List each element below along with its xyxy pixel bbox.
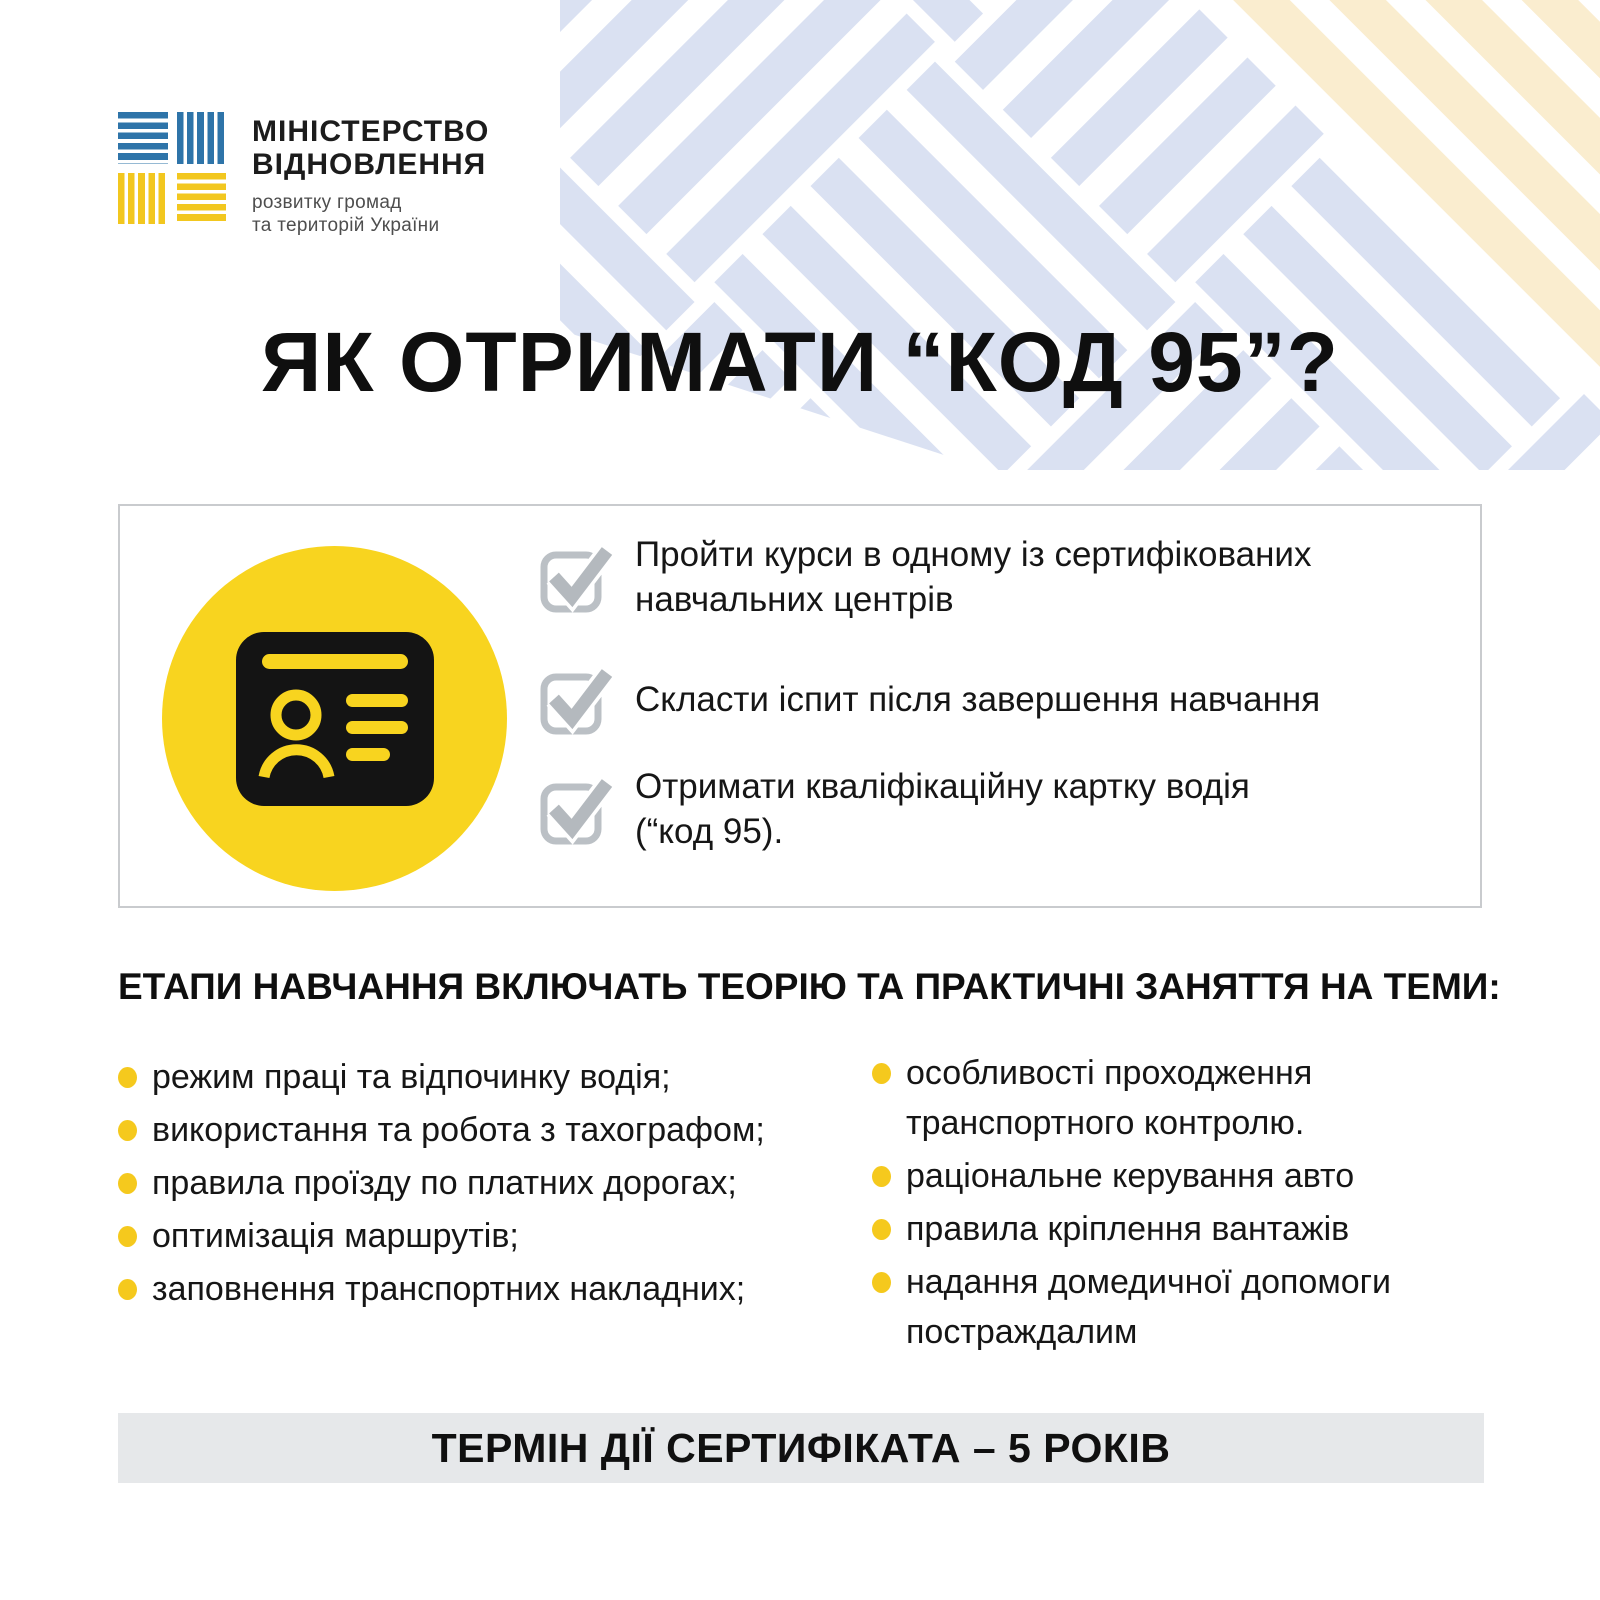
check-item bbox=[539, 532, 1311, 622]
bullet-dot-icon bbox=[118, 1067, 137, 1088]
bullet-dot-icon bbox=[872, 1219, 891, 1240]
topic-item: особливості проходження транспортного контролю. bbox=[868, 1048, 1508, 1148]
topic-item: правила кріплення вантажів bbox=[868, 1204, 1508, 1254]
bullet-dot-icon bbox=[118, 1120, 137, 1141]
stages-heading: ЕТАПИ НАВЧАННЯ ВКЛЮЧАТЬ ТЕОРІЮ ТА ПРАКТИЧНІ ЗАНЯТТЯ НА ТЕМИ: bbox=[118, 966, 1501, 1007]
org-name-line1: МІНІСТЕРСТВО bbox=[252, 115, 490, 148]
footer-bar bbox=[118, 1413, 1484, 1483]
topics-left-list bbox=[114, 1052, 864, 1317]
ministry-logo bbox=[118, 112, 489, 237]
ministry-logo-mark bbox=[118, 112, 226, 224]
logo-quadrant-blue-vertical bbox=[177, 112, 227, 164]
check-item-text: Отримати кваліфікаційну картку водія (“код 95). bbox=[635, 767, 1250, 851]
id-card-icon bbox=[236, 632, 434, 806]
checkbox-check-icon bbox=[539, 540, 613, 614]
topic-item: заповнення транспортних накладних; bbox=[114, 1264, 864, 1314]
bullet-dot-icon bbox=[872, 1272, 891, 1293]
topics-right-list bbox=[868, 1048, 1508, 1360]
bullet-dot-icon bbox=[118, 1173, 137, 1194]
bullet-dot-icon bbox=[872, 1166, 891, 1187]
steps-card bbox=[118, 504, 1482, 908]
check-item-text: Пройти курси в одному із сертифікованих навчальних центрів bbox=[635, 535, 1312, 619]
logo-quadrant-yellow-vertical bbox=[118, 173, 168, 225]
page-title: ЯК ОТРИМАТИ “КОД 95”? bbox=[261, 315, 1339, 409]
topic-item: раціональне керування авто bbox=[868, 1151, 1508, 1201]
org-sub-line1: розвитку громад bbox=[252, 192, 402, 213]
topic-item: оптимізація маршрутів; bbox=[114, 1211, 864, 1261]
bullet-dot-icon bbox=[118, 1279, 137, 1300]
checkbox-check-icon bbox=[539, 662, 613, 736]
bullet-dot-icon bbox=[118, 1226, 137, 1247]
topic-item: надання домедичної допомоги постраждалим bbox=[868, 1257, 1508, 1357]
background-herringbone-pattern bbox=[560, 0, 1600, 530]
check-item-text: Скласти іспит після завершення навчання bbox=[635, 679, 1321, 719]
topic-item: правила проїзду по платних дорогах; bbox=[114, 1158, 864, 1208]
bullet-dot-icon bbox=[872, 1063, 891, 1084]
org-name-line2: ВІДНОВЛЕННЯ bbox=[252, 148, 487, 181]
org-sub-line2: та територій України bbox=[252, 215, 440, 236]
topic-item: режим праці та відпочинку водія; bbox=[114, 1052, 864, 1102]
topic-item: використання та робота з тахографом; bbox=[114, 1105, 864, 1155]
footer-text: ТЕРМІН ДІЇ СЕРТИФІКАТА – 5 РОКІВ bbox=[431, 1424, 1171, 1471]
check-item bbox=[539, 764, 1250, 854]
checkbox-check-icon bbox=[539, 772, 613, 846]
logo-quadrant-yellow-horizontal bbox=[177, 173, 227, 225]
driver-card-badge bbox=[162, 546, 507, 891]
logo-quadrant-blue-horizontal bbox=[118, 112, 168, 164]
check-item bbox=[539, 662, 1320, 736]
ministry-logo-text bbox=[252, 112, 489, 237]
